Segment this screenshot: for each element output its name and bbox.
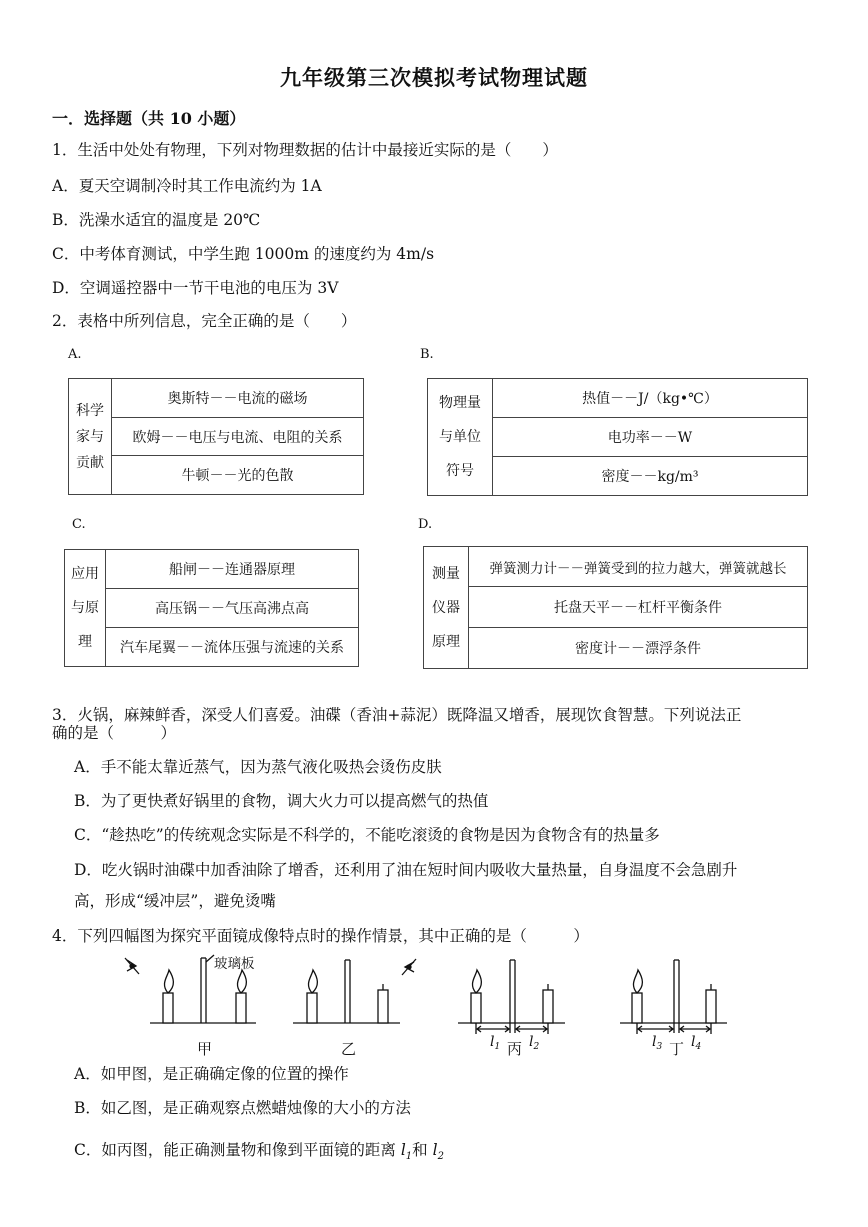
section-heading: 一．选择题（共 10 小题） [52, 109, 246, 128]
question-3-stem-line-1: 3．火锅，麻辣鲜香，深受人们喜爱。油碟（香油+蒜泥）既降温又增香，展现饮食智慧。下列说法正 [52, 706, 742, 724]
table-b [427, 378, 808, 496]
table-a-stub: 科学 家与 贡献 [69, 379, 112, 495]
table-b-label: B. [420, 347, 434, 362]
option-c-l1: $l_1$ [400, 1141, 413, 1163]
question-3-option-b: B．为了更快煮好锅里的食物，调大火力可以提高燃气的热值 [74, 792, 489, 810]
table-a-row-3: 牛顿－－光的色散 [112, 456, 364, 495]
figure-yi [293, 959, 416, 1023]
table-a-label: A. [68, 347, 82, 362]
table-d-row-2: 托盘天平－－杠杆平衡条件 [469, 587, 808, 628]
table-b-stub: 物理量 与单位 符号 [428, 379, 493, 496]
table-c-label: C. [72, 517, 86, 532]
table-d-row-1: 弹簧测力计－－弹簧受到的拉力越大，弹簧就越长 [469, 547, 808, 587]
table-d [423, 546, 808, 669]
table-c-row-1: 船闸－－连通器原理 [106, 550, 359, 589]
mirror-experiment-figure [0, 948, 868, 1058]
table-b-row-2: 电功率－－W [493, 418, 808, 457]
question-3-option-a: A．手不能太靠近蒸气，因为蒸气液化吸热会烫伤皮肤 [74, 758, 442, 776]
option-c-l2: $l_2$ [432, 1141, 444, 1163]
question-1-option-b: B．洗澡水适宜的温度是 20℃ [52, 211, 261, 229]
table-a-row-1: 奥斯特－－电流的磁场 [112, 379, 364, 418]
caption-bing: 丙 [507, 1040, 523, 1058]
label-l4: $l_4$ [691, 1034, 702, 1052]
table-a [68, 378, 364, 495]
label-l1: $l_1$ [490, 1034, 501, 1052]
caption-jia: 甲 [197, 1040, 213, 1058]
caption-yi: 乙 [341, 1040, 357, 1058]
question-3-option-d-line-1: D．吃火锅时油碟中加香油除了增香，还利用了油在短时间内吸收大量热量，自身温度不会急剧升 [74, 861, 738, 879]
question-4-stem: 4．下列四幅图为探究平面镜成像特点时的操作情景，其中正确的是（ ） [52, 927, 589, 945]
figure-bing [458, 960, 565, 1034]
figure-ding [620, 960, 727, 1034]
page-title: 九年级第三次模拟考试物理试题 [280, 65, 588, 90]
table-c-stub: 应用 与原 理 [65, 550, 106, 667]
table-c-row-3: 汽车尾翼－－流体压强与流速的关系 [106, 628, 359, 667]
question-3-option-d-line-2: 高，形成“缓冲层”，避免烫嘴 [74, 892, 276, 910]
question-4-option-b: B．如乙图，是正确观察点燃蜡烛像的大小的方法 [74, 1099, 411, 1117]
question-1-option-c: C．中考体育测试，中学生跑 1000m 的速度约为 4m/s [52, 245, 435, 263]
question-1-option-a: A．夏天空调制冷时其工作电流约为 1A [52, 177, 322, 195]
question-3-stem-line-2: 确的是（ ） [52, 724, 177, 742]
table-a-row-2: 欧姆－－电压与电流、电阻的关系 [112, 418, 364, 456]
table-d-stub: 测量 仪器 原理 [424, 547, 469, 669]
question-4-option-a: A．如甲图，是正确确定像的位置的操作 [74, 1065, 349, 1083]
label-l3: $l_3$ [652, 1034, 663, 1052]
table-b-row-3: 密度－－kg/m³ [493, 457, 808, 496]
question-2-stem: 2．表格中所列信息，完全正确的是（ ） [52, 312, 357, 330]
question-4-option-c: C．如丙图，能正确测量物和像到平面镜的距离 $l_1$和 $l_2$ [74, 1141, 444, 1163]
table-c [64, 549, 359, 667]
question-3-option-c: C．“趁热吃”的传统观念实际是不科学的，不能吃滚烫的食物是因为食物含有的热量多 [74, 826, 660, 844]
table-c-row-2: 高压锅－－气压高沸点高 [106, 589, 359, 628]
question-1-option-d: D．空调遥控器中一节干电池的电压为 3V [52, 279, 339, 297]
glass-plate-label: 玻璃板 [214, 956, 255, 972]
table-b-row-1: 热值－－J/（kg•℃） [493, 379, 808, 418]
table-d-label: D. [418, 517, 433, 532]
table-d-row-3: 密度计－－漂浮条件 [469, 628, 808, 669]
question-1-stem: 1．生活中处处有物理，下列对物理数据的估计中最接近实际的是（ ） [52, 141, 558, 159]
label-l2: $l_2$ [529, 1034, 540, 1052]
caption-ding: 丁 [669, 1040, 685, 1058]
